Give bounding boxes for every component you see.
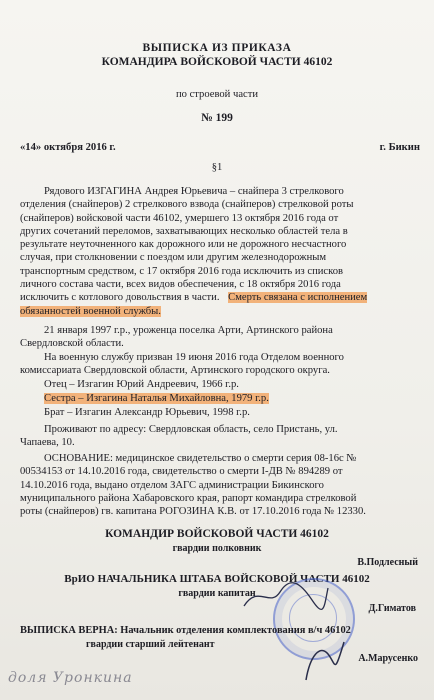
order-date: «14» октября 2016 г. xyxy=(20,142,116,153)
address-line2: Чапаева, 10. xyxy=(20,437,75,448)
order-subtitle: по строевой части xyxy=(175,89,259,100)
order-heading-line1: ВЫПИСКА ИЗ ПРИКАЗА xyxy=(142,42,292,54)
chief-of-staff-title: ВрИО НАЧАЛЬНИКА ШТАБА ВОЙСКОВОЙ ЧАСТИ 46102 xyxy=(64,573,370,585)
verified-name: А.Марусенко xyxy=(358,653,418,664)
basis-line: 00534153 от 14.10.2016 года, свидетельство о смерти I-ДВ № 894289 от xyxy=(20,466,343,478)
section-mark: §1 xyxy=(211,162,223,173)
birth-line1: 21 января 1997 г.р., уроженца поселка Арти, Артинского района xyxy=(44,325,333,336)
commander-name: В.Подлесный xyxy=(357,557,418,568)
chief-of-staff-rank: гвардии капитан xyxy=(178,588,256,599)
verified-line: ВЫПИСКА ВЕРНА: Начальник отделения комплектования в/ч 46102 xyxy=(20,625,351,636)
basis-line: муниципального района Хабаровского края, рапорт командира стрелковой xyxy=(20,492,357,504)
brother-line: Брат – Изгагин Александр Юрьевич, 1998 г.р. xyxy=(44,407,250,418)
order-number: № 199 xyxy=(201,112,233,124)
commander-rank: гвардии полковник xyxy=(172,543,262,554)
handwritten-note: доля Уронкина xyxy=(8,670,133,686)
highlight-cause-part1: Смерть связана с исполнением xyxy=(228,292,368,304)
basis-paragraph xyxy=(20,452,420,518)
basis-line: 14.10.2016 года, выдано отделом ЗАГС администрации Бикинского xyxy=(20,479,324,491)
basis-line: ОСНОВАНИЕ: медицинское свидетельство о смерти серия 08-16с № xyxy=(44,453,357,464)
address-line1: Проживают по адресу: Свердловская область, село Пристань, ул. xyxy=(44,424,338,435)
main-paragraph-line: отделения (снайперов) 2 стрелкового взвода (снайперов) стрелковой роты xyxy=(20,199,354,211)
main-paragraph-line: результате неуточненного как дорожного или не дорожного несчастного xyxy=(20,239,347,251)
main-paragraph-line-text: исключить с котлового довольствия в части. xyxy=(20,292,220,304)
father-line: Отец – Изгагин Юрий Андреевич, 1966 г.р. xyxy=(44,379,239,390)
basis-line: роты (снайперов) гв. капитана РОГОЗИНА К.В. от 17.10.2016 года № 12330. xyxy=(20,506,366,518)
main-paragraph-line: случая, при столкновении с поездом или другим железнодорожным xyxy=(20,252,327,264)
main-paragraph-line: (снайперов) войсковой части 46102, умершего 13 октября 2016 года от xyxy=(20,212,339,224)
order-place: г. Бикин xyxy=(379,142,420,153)
commander-title: КОМАНДИР ВОЙСКОВОЙ ЧАСТИ 46102 xyxy=(105,528,329,540)
chief-signature xyxy=(240,578,330,614)
verifier-signature xyxy=(300,636,350,686)
main-paragraph-line xyxy=(20,291,420,304)
main-paragraph-line: других сочетаний переломов, захватывающих несколько областей тела в xyxy=(20,225,348,237)
main-paragraph-line xyxy=(20,305,420,318)
service-line1: На военную службу призван 19 июня 2016 года Отделом военного xyxy=(44,352,344,363)
order-heading-line2: КОМАНДИРА ВОЙСКОВОЙ ЧАСТИ 46102 xyxy=(101,56,333,68)
service-line2: комиссариата Свердловской области, Артинского городского округа. xyxy=(20,365,330,376)
main-paragraph-line: личного состава части, всех видов обеспечения, с 18 октября 2016 года xyxy=(20,279,341,291)
chief-of-staff-name: Д.Гиматов xyxy=(368,603,416,614)
highlight-cause-part2: обязанностей военной службы. xyxy=(20,305,161,317)
birth-line2: Свердловской области. xyxy=(20,338,124,349)
main-paragraph xyxy=(20,185,420,318)
main-paragraph-line: транспортным средством, с 17 октября 2016 года исключить из списков xyxy=(20,265,344,277)
sister-line-wrap xyxy=(44,392,269,405)
main-paragraph-line: Рядового ИЗГАГИНА Андрея Юрьевича – снайпера 3 стрелкового xyxy=(44,186,344,197)
sister-line: Сестра – Изгагина Наталья Михайловна, 1979 г.р. xyxy=(44,393,269,404)
verified-rank: гвардии старший лейтенант xyxy=(86,639,215,650)
